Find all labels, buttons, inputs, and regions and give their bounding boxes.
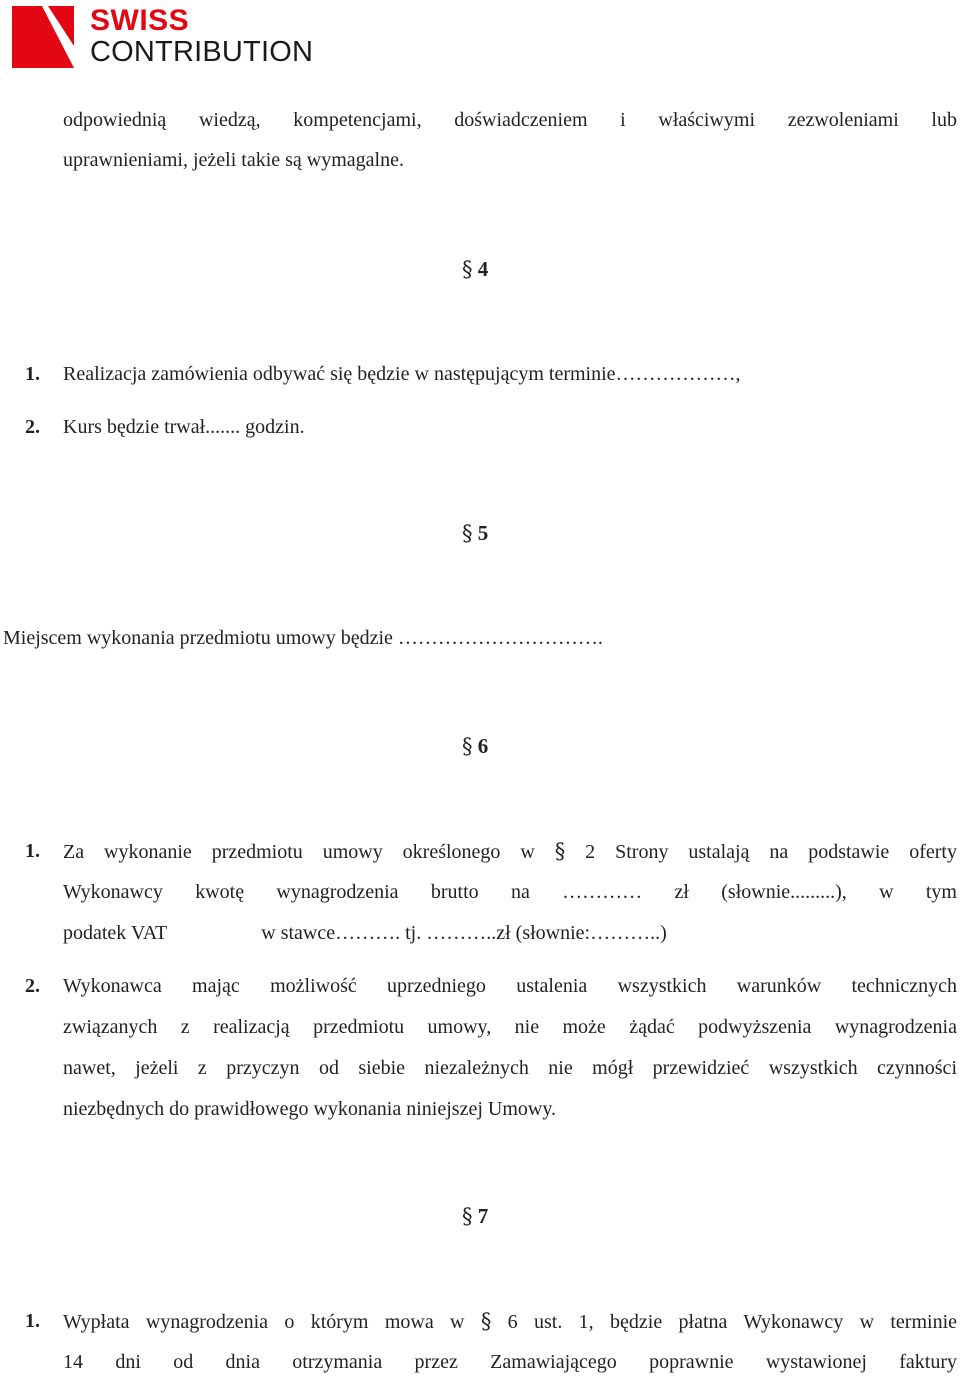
paragraph-sign-icon: § [462,1204,473,1228]
section-7-item-1-number: 1. [25,1310,40,1332]
section-6-number: 6 [477,734,489,758]
section-7-item-1-line-1 [63,1309,957,1334]
section-7-number: 7 [477,1204,489,1228]
section-5-text: Miejscem wykonania przedmiotu umowy będzie …………………………. [3,627,603,649]
text-segment: w stawce………. tj. ………..zł (słownie:………..) [261,922,667,944]
section-6-item-2-line-3: nawet, jeżeli z przyczyn od siebie niezależnych nie mógł przewidzieć wszystkich czynności [63,1057,957,1079]
section-5-number: 5 [477,521,489,545]
intro-line-2: uprawnieniami, jeżeli takie są wymagalne. [63,149,404,171]
section-4-item-2-number: 2. [25,416,40,438]
paragraph-sign-icon: § [462,257,473,281]
section-6-item-1-line-3 [63,921,667,945]
section-6-item-2-line-4: niezbędnych do prawidłowego wykonania niniejszej Umowy. [63,1098,557,1120]
section-4-number: 4 [477,257,489,281]
section-4-item-1-text: Realizacja zamówienia odbywać się będzie w następującym terminie………………, [63,363,741,385]
paragraph-sign-icon: § [462,521,473,545]
text-segment: Wypłata wynagrodzenia o którym mowa w [63,1311,481,1333]
section-5-heading [462,520,488,546]
section-4-item-1-number: 1. [25,363,40,385]
section-6-item-2-number: 2. [25,975,40,997]
section-4-heading [462,256,488,282]
logo-text-contribution: CONTRIBUTION [90,36,314,68]
text-segment: Za wykonanie przedmiotu umowy określonego w [63,841,555,863]
paragraph-sign-icon: § [554,839,566,863]
section-7-heading [462,1203,488,1229]
section-4-item-2-text: Kurs będzie trwał....... godzin. [63,416,305,438]
paragraph-sign-icon: § [462,734,473,758]
text-segment: podatek VAT [63,922,168,944]
text-segment: 2 Strony ustalają na podstawie oferty [565,841,957,863]
paragraph-sign-icon: § [480,1309,492,1333]
section-6-item-1-line-1 [63,839,957,864]
text-segment: 6 ust. 1, będzie płatna Wykonawcy w terminie [491,1311,957,1333]
section-6-item-1-line-2: Wykonawcy kwotę wynagrodzenia brutto na ………… zł (słownie.........), w tym [63,881,957,903]
section-6-heading [462,733,488,759]
section-7-item-1-line-2: 14 dni od dnia otrzymania przez Zamawiającego poprawnie wystawionej faktury [63,1351,957,1373]
logo-text-swiss: SWISS [90,4,190,37]
section-6-item-2-line-2: związanych z realizacją przedmiotu umowy, nie może żądać podwyższenia wynagrodzenia [63,1016,957,1038]
section-6-item-2-line-1: Wykonawca mając możliwość uprzedniego ustalenia wszystkich warunków technicznych [63,975,957,997]
swiss-flag-icon [12,6,74,68]
section-6-item-1-number: 1. [25,840,40,862]
intro-line-1: odpowiednią wiedzą, kompetencjami, doświadczeniem i właściwymi zezwoleniami lub [63,109,957,131]
